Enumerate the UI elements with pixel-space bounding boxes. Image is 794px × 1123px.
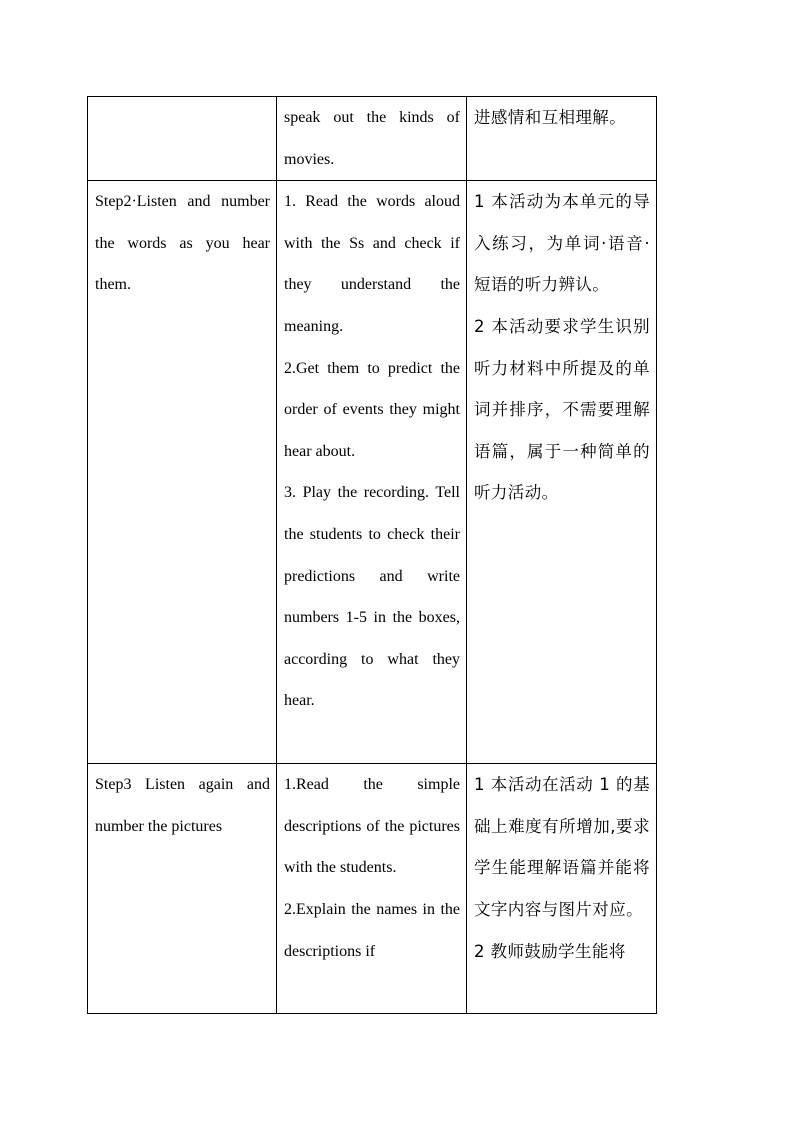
purpose-text: 1 本活动为本单元的导入练习，为单词·语音·短语的听力辨认。 <box>474 192 650 295</box>
teacher-activity-text: 1.Read the simple descriptions of the pictures with the students. <box>284 776 460 877</box>
step-text: Step3 Listen again and number the pictures <box>95 776 270 835</box>
step-cell <box>88 97 277 181</box>
table-row <box>88 97 657 181</box>
table-row <box>88 764 657 1014</box>
purpose-cell <box>467 97 657 181</box>
step-cell <box>88 181 277 764</box>
teacher-activity-text: 3. Play the recording. Tell the students to check their predictions and write numbers 1-5 in the boxes, according to what they hear. <box>284 484 460 710</box>
step-cell <box>88 764 277 1014</box>
purpose-text: 进感情和互相理解。 <box>474 108 627 127</box>
purpose-text: 2 本活动要求学生识别听力材料中所提及的单词并排序，不需要理解语篇，属于一种简单的听力活动。 <box>474 316 650 503</box>
purpose-text: 1 本活动在活动 1 的基础上难度有所增加,要求学生能理解语篇并能将文字内容与图片对应。 <box>474 775 650 919</box>
purpose-cell <box>467 181 657 764</box>
teacher-activity-cell <box>277 181 467 764</box>
purpose-text: 2 教师鼓励学生能将 <box>474 941 626 961</box>
step-text: Step2·Listen and number the words as you hear them. <box>95 193 270 294</box>
table-row <box>88 181 657 764</box>
teacher-activity-text: speak out the kinds of movies. <box>284 109 460 168</box>
teacher-activity-cell <box>277 764 467 1014</box>
teacher-activity-cell <box>277 97 467 181</box>
lesson-plan-table <box>87 96 657 1014</box>
teacher-activity-text: 2.Explain the names in the descriptions if <box>284 900 460 960</box>
teacher-activity-text: 1. Read the words aloud with the Ss and check if they understand the meaning. <box>284 193 460 335</box>
purpose-cell <box>467 764 657 1014</box>
teacher-activity-text: 2.Get them to predict the order of events they might hear about. <box>284 359 460 460</box>
